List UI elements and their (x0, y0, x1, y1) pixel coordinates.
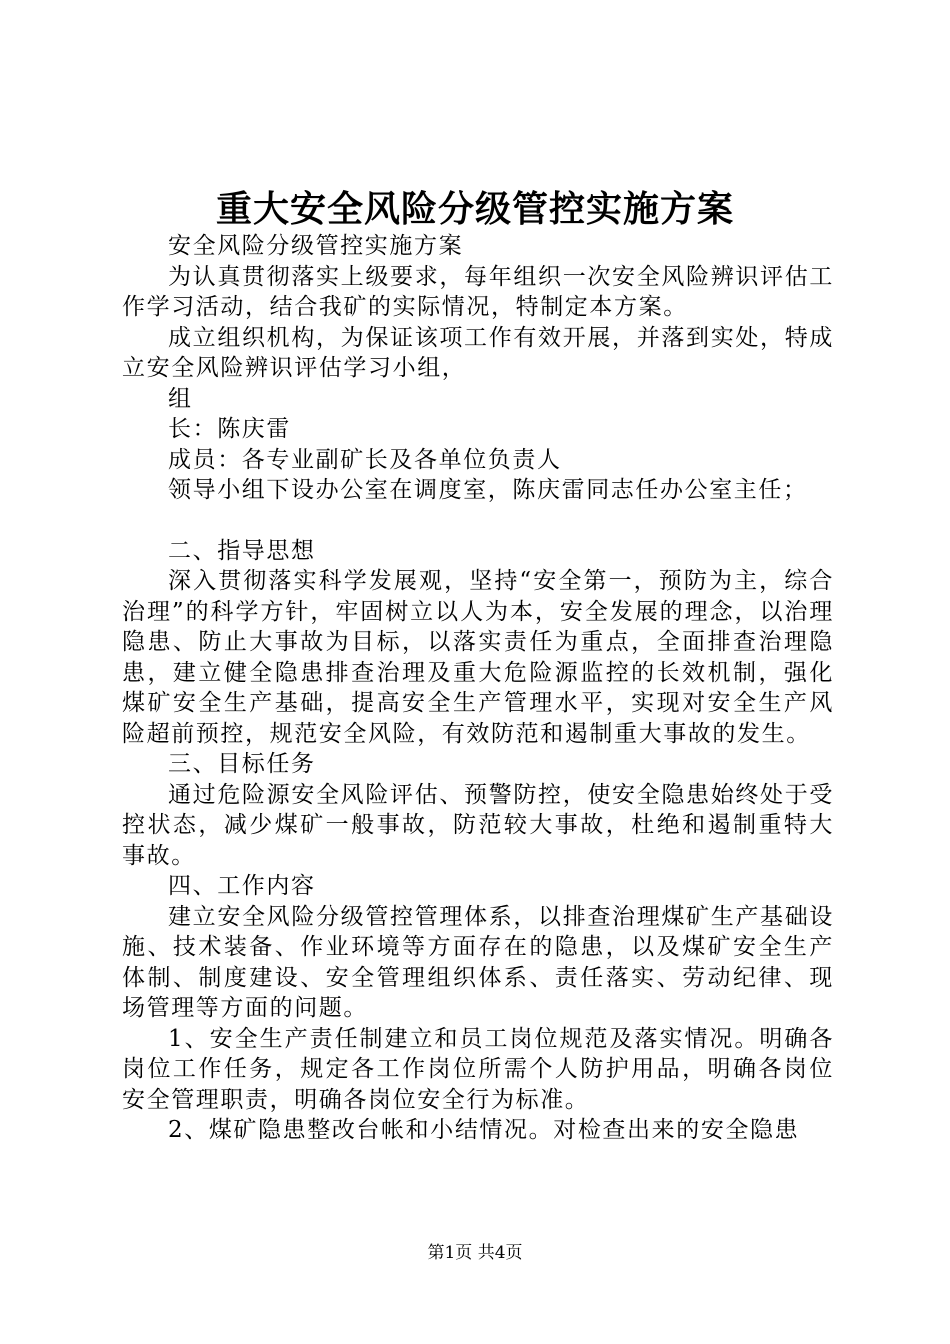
paragraph-members: 成员：各专业副矿长及各单位负责人 (168, 446, 562, 473)
paragraph-item-1: 1、安全生产责任制建立和员工岗位规范及落实情况。明确各岗位工作任务，规定各工作岗位所需个人防护用品，明确各岗位安全管理职责，明确各岗位安全行为标准。 (122, 1025, 834, 1113)
paragraph-organization: 成立组织机构，为保证该项工作有效开展，并落到实处，特成立安全风险辨识评估学习小组， (122, 324, 834, 381)
page-footer: 第1页 共4页 (427, 1243, 523, 1263)
paragraph-guiding-ideology: 深入贯彻落实科学发展观，坚持“安全第一，预防为主，综合治理”的科学方针，牢固树立以人为本，安全发展的理念，以治理隐患、防止大事故为目标，以落实责任为重点，全面排查治理隐患，建立健全隐患排查治理及重大危险源监控的长效机制，强化煤矿安全生产基础，提高安全生产管理水平，实现对安全生产风险超前预控，规范安全风险，有效防范和遏制重大事故的发生。 (122, 568, 834, 747)
heading-targets: 三、目标任务 (168, 751, 316, 777)
paragraph-targets: 通过危险源安全风险评估、预警防控，使安全隐患始终处于受控状态，减少煤矿一般事故，防范较大事故，杜绝和遏制重特大事故。 (122, 781, 834, 869)
paragraph-group: 组 (168, 385, 193, 412)
paragraph-work-content: 建立安全风险分级管控管理体系，以排查治理煤矿生产基础设施、技术装备、作业环境等方面存在的隐患，以及煤矿安全生产体制、制度建设、安全管理组织体系、责任落实、劳动纪律、现场管理等方面的问题。 (122, 903, 834, 1021)
paragraph-item-2: 2、煤矿隐患整改台帐和小结情况。对检查出来的安全隐患 (168, 1117, 800, 1143)
heading-guiding-ideology: 二、指导思想 (168, 537, 316, 564)
paragraph-office: 领导小组下设办公室在调度室，陈庆雷同志任办公室主任； (168, 477, 808, 503)
document-body (122, 231, 834, 1146)
paragraph-intro: 为认真贯彻落实上级要求，每年组织一次安全风险辨识评估工作学习活动，结合我矿的实际情况，特制定本方案。 (122, 263, 834, 320)
paragraph-subtitle: 安全风险分级管控实施方案 (168, 233, 464, 259)
heading-work-content: 四、工作内容 (168, 873, 316, 899)
document-title: 重大安全风险分级管控实施方案 (215, 188, 734, 230)
paragraph-leader: 长：陈庆雷 (168, 416, 291, 442)
